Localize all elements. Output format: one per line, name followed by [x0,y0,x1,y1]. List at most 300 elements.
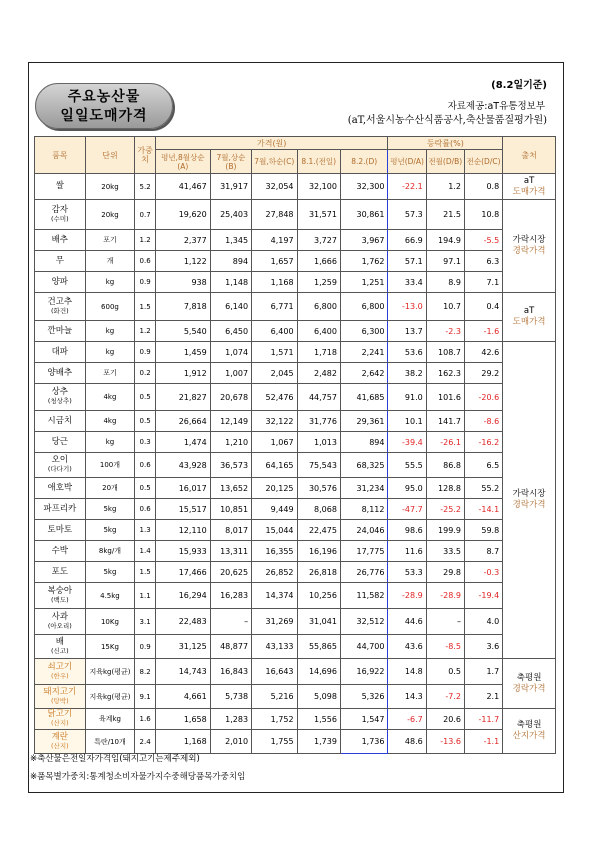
source-cell [503,174,556,200]
ratio-a: 66.9 [388,230,426,251]
price-d: 29,361 [340,411,388,432]
price-d: 32,300 [340,174,388,200]
price-avg-a: 16,294 [155,583,210,609]
price-c: 6,400 [252,321,297,342]
header-change-group: 등락률(%) [388,137,503,150]
title-line2: 일일도매가격 [60,108,148,124]
table-row [35,478,556,499]
source-price-type: 경락가격 [512,246,546,256]
price-c: 32,122 [252,411,297,432]
ratio-c: 1.7 [464,659,502,685]
price-d: 1,762 [340,251,388,272]
item-variety: (아오리) [47,621,72,630]
table-row [35,363,556,384]
item-weight: 1.2 [135,321,156,342]
item-name [35,174,86,200]
item-unit: 20kg [85,200,135,230]
table-row [35,583,556,609]
item-unit: 포기 [85,363,135,384]
ratio-c: -14.1 [464,499,502,520]
table-row [35,520,556,541]
price-avg-a: 22,483 [155,609,210,635]
price-b: 1,007 [210,363,251,384]
item-name [35,709,86,730]
item-weight: 0.6 [135,251,156,272]
footnote-livestock: ※축산물은전일자가격임(돼지고기는제주제외) [30,754,200,764]
price-d: 26,776 [340,562,388,583]
item-name [35,583,86,609]
ratio-b: -28.9 [426,583,464,609]
header-ratio-b: 전월(D/B) [426,150,464,174]
source-cell [503,342,556,659]
price-b: 8,017 [210,520,251,541]
item-unit: 4.5kg [85,583,135,609]
price-avg-a: 4,661 [155,685,210,709]
price-b: 6,450 [210,321,251,342]
item-name-text: 복숭아 [47,585,73,596]
ratio-b: -25.2 [426,499,464,520]
table-row [35,709,556,730]
ratio-c: -11.7 [464,709,502,730]
price-c: 2,045 [252,363,297,384]
ratio-c: 3.6 [464,635,502,659]
price-b: 48,877 [210,635,251,659]
price-prev-day: 31,571 [297,200,340,230]
source-price-type: 도매가격 [512,186,546,197]
ratio-b: 141.7 [426,411,464,432]
ratio-b: -8.5 [426,635,464,659]
ratio-b: -13.6 [426,730,464,754]
price-prev-day: 16,196 [297,541,340,562]
item-weight: 0.5 [135,478,156,499]
source-cell [503,293,556,342]
source-cell [503,200,556,293]
item-unit: 20kg [85,174,135,200]
price-prev-day: 10,256 [297,583,340,609]
price-c: 1,571 [252,342,297,363]
ratio-c: -8.6 [464,411,502,432]
item-name-text: 배추 [51,234,69,245]
price-c: 64,165 [252,453,297,478]
ratio-a: 14.3 [388,685,426,709]
item-name [35,363,86,384]
item-weight: 0.9 [135,272,156,293]
price-table [34,136,556,754]
price-b: 36,573 [210,453,251,478]
ratio-c: 2.1 [464,685,502,709]
source-org: 가락시장 [512,235,546,245]
ratio-b: 199.9 [426,520,464,541]
price-c: 26,852 [252,562,297,583]
price-c: 16,643 [252,659,297,685]
price-avg-a: 41,467 [155,174,210,200]
title-line1: 주요농산물 [67,89,141,105]
item-name-text: 쌀 [55,181,64,191]
ratio-a: 48.6 [388,730,426,754]
price-avg-a: 26,664 [155,411,210,432]
table-row [35,730,556,754]
price-table-body [35,174,556,754]
price-avg-a: 16,017 [155,478,210,499]
ratio-c: -16.2 [464,432,502,453]
price-avg-a: 5,540 [155,321,210,342]
item-name-text: 오이 [51,455,69,465]
item-name [35,730,86,754]
item-name [35,251,86,272]
price-prev-day: 30,576 [297,478,340,499]
item-weight: 9.1 [135,685,156,709]
item-variety: (백도) [51,595,69,604]
ratio-a: -13.0 [388,293,426,321]
item-variety: (다다기) [47,465,72,473]
item-name [35,520,86,541]
price-avg-a: 21,827 [155,384,210,411]
table-row [35,499,556,520]
item-name-text: 수박 [51,545,69,556]
table-row [35,411,556,432]
ratio-a: 53.6 [388,342,426,363]
price-c: 9,449 [252,499,297,520]
item-variety: (청상추) [47,397,72,405]
price-d: 11,582 [340,583,388,609]
item-unit: kg [85,432,135,453]
ratio-b: 33.5 [426,541,464,562]
item-name-text: 대파 [51,346,69,357]
item-weight: 5.2 [135,174,156,200]
ratio-a: 95.0 [388,478,426,499]
item-name-text: 파프리카 [43,503,77,514]
price-prev-day: 3,727 [297,230,340,251]
item-name-text: 깐마늘 [47,325,73,336]
source-org: 축평원 [516,720,542,730]
price-c: 27,848 [252,200,297,230]
price-c: 15,044 [252,520,297,541]
ratio-c: -0.3 [464,562,502,583]
ratio-c: 59.8 [464,520,502,541]
item-weight: 0.6 [135,499,156,520]
price-c: 1,657 [252,251,297,272]
ratio-b: -7.2 [426,685,464,709]
price-prev-day: 5,098 [297,685,340,709]
ratio-a: -6.7 [388,709,426,730]
header-d: 8.2.(D) [340,150,388,174]
ratio-a: 11.6 [388,541,426,562]
ratio-a: 33.4 [388,272,426,293]
item-name-text: 건고추 [47,296,73,307]
price-d: 5,326 [340,685,388,709]
price-d: 6,300 [340,321,388,342]
item-unit: 4kg [85,384,135,411]
price-prev-day: 75,543 [297,453,340,478]
item-variety: (화건) [51,306,69,315]
item-weight: 0.2 [135,363,156,384]
price-d: 894 [340,432,388,453]
data-source-line2: (aT,서울시농수산식품공사,축산물품질평가원) [347,115,547,126]
ratio-c: 6.5 [464,453,502,478]
header-b: 7월,상순(B) [210,150,251,174]
item-unit: 8kg/개 [85,541,135,562]
price-b: 1,210 [210,432,251,453]
table-row [35,685,556,709]
ratio-b: 194.9 [426,230,464,251]
price-prev-day: 8,068 [297,499,340,520]
ratio-c: 55.2 [464,478,502,499]
ratio-c: 42.6 [464,342,502,363]
price-prev-day: 22,475 [297,520,340,541]
price-b: 12,149 [210,411,251,432]
item-name-text: 돼지고기 [43,686,77,697]
price-avg-a: 1,658 [155,709,210,730]
source-org: aT [523,306,535,316]
ratio-b: 162.3 [426,363,464,384]
header-ratio-a: 평년(D/A) [388,150,426,174]
footnote-weights: ※품목별가중치:통계청소비자물가지수중해당품목가중치임 [30,772,246,782]
price-c: 52,476 [252,384,297,411]
data-source-line1: 자료제공:aT유통정보부 [447,101,545,112]
price-d: 44,700 [340,635,388,659]
price-c: 1,168 [252,272,297,293]
price-c: 5,216 [252,685,297,709]
item-unit: 지육kg(평균) [85,659,135,685]
price-avg-a: 1,474 [155,432,210,453]
item-name [35,609,86,635]
item-weight: 1.2 [135,230,156,251]
item-weight: 0.7 [135,200,156,230]
price-prev-day: 31,776 [297,411,340,432]
price-avg-a: 19,620 [155,200,210,230]
price-c: 32,054 [252,174,297,200]
item-weight: 1.5 [135,562,156,583]
item-unit: 육계kg [85,709,135,730]
item-weight: 1.6 [135,709,156,730]
price-b: 1,074 [210,342,251,363]
item-variety: (탕박) [51,696,69,705]
table-row [35,251,556,272]
item-weight: 1.4 [135,541,156,562]
table-row [35,272,556,293]
price-d: 31,234 [340,478,388,499]
price-prev-day: 1,259 [297,272,340,293]
price-c: 4,197 [252,230,297,251]
price-avg-a: 938 [155,272,210,293]
price-avg-a: 1,459 [155,342,210,363]
price-c: 14,374 [252,583,297,609]
item-name-text: 쇠고기 [47,661,73,672]
ratio-a: -22.1 [388,174,426,200]
ratio-c: -1.1 [464,730,502,754]
item-weight: 8.2 [135,659,156,685]
item-unit: kg [85,272,135,293]
price-d: 8,112 [340,499,388,520]
ratio-b: 108.7 [426,342,464,363]
price-prev-day: 1,718 [297,342,340,363]
ratio-a: 55.5 [388,453,426,478]
price-prev-day: 44,757 [297,384,340,411]
ratio-c: -19.4 [464,583,502,609]
ratio-c: 8.7 [464,541,502,562]
item-name-text: 닭고기 [47,709,73,719]
ratio-b: 128.8 [426,478,464,499]
price-prev-day: 1,556 [297,709,340,730]
item-name-text: 시금치 [47,415,73,426]
source-cell [503,659,556,709]
table-row [35,321,556,342]
price-c: 31,269 [252,609,297,635]
source-price-type: 경락가격 [512,683,546,694]
item-name-text: 포도 [51,566,69,577]
table-row [35,659,556,685]
item-name-text: 당근 [51,436,69,447]
price-d: 41,685 [340,384,388,411]
header-price-group: 가격(원) [155,137,388,150]
price-b: 13,652 [210,478,251,499]
item-name [35,453,86,478]
item-unit: 개 [85,251,135,272]
price-b: 25,403 [210,200,251,230]
item-unit: kg [85,321,135,342]
price-d: 17,775 [340,541,388,562]
ratio-a: 57.3 [388,200,426,230]
table-row [35,293,556,321]
ratio-b: 29.8 [426,562,464,583]
price-avg-a: 15,933 [155,541,210,562]
price-avg-a: 2,377 [155,230,210,251]
price-avg-a: 14,743 [155,659,210,685]
price-prev-day: 32,100 [297,174,340,200]
price-b: 16,843 [210,659,251,685]
ratio-c: 29.2 [464,363,502,384]
reference-date: (8.2일기준) [491,80,547,91]
item-name [35,272,86,293]
ratio-c: 4.0 [464,609,502,635]
item-unit: 4kg [85,411,135,432]
item-unit: 600g [85,293,135,321]
price-b: 10,851 [210,499,251,520]
price-b: 31,917 [210,174,251,200]
item-name [35,293,86,321]
price-b: 13,311 [210,541,251,562]
ratio-a: 91.0 [388,384,426,411]
ratio-a: 38.2 [388,363,426,384]
item-unit: 100개 [85,453,135,478]
item-name [35,432,86,453]
item-name [35,562,86,583]
item-unit: 지육kg(평균) [85,685,135,709]
ratio-a: -28.9 [388,583,426,609]
price-d: 30,861 [340,200,388,230]
item-name-text: 배 [55,636,64,647]
item-name-text: 계란 [51,731,69,742]
price-prev-day: 1,666 [297,251,340,272]
price-b: 1,148 [210,272,251,293]
ratio-a: -39.4 [388,432,426,453]
item-name-text: 무 [55,255,64,266]
price-b: 16,283 [210,583,251,609]
ratio-b: 10.7 [426,293,464,321]
item-weight: 0.5 [135,384,156,411]
table-row [35,635,556,659]
header-avg-a: 평년,8월상순(A) [155,150,210,174]
table-row [35,200,556,230]
item-unit: 20개 [85,478,135,499]
price-b: 5,738 [210,685,251,709]
source-org: 축평원 [516,672,542,683]
ratio-c: 6.3 [464,251,502,272]
price-prev-day: 1,739 [297,730,340,754]
item-weight: 2.4 [135,730,156,754]
item-name-text: 토마토 [47,524,73,535]
item-unit: 5kg [85,499,135,520]
item-weight: 1.1 [135,583,156,609]
price-prev-day: 6,400 [297,321,340,342]
price-prev-day: 6,800 [297,293,340,321]
price-avg-a: 43,928 [155,453,210,478]
source-org: aT [523,175,535,186]
header-weight: 가중치 [135,137,156,174]
item-name-text: 양파 [51,276,69,287]
price-c: 1,067 [252,432,297,453]
item-name [35,384,86,411]
item-unit: 15Kg [85,635,135,659]
item-name [35,342,86,363]
price-prev-day: 26,818 [297,562,340,583]
header-prev-day: 8.1.(전일) [297,150,340,174]
item-unit: kg [85,342,135,363]
table-row [35,432,556,453]
item-name [35,200,86,230]
price-b: – [210,609,251,635]
item-variety: (수미) [51,214,69,223]
item-unit: 포기 [85,230,135,251]
item-variety: (산지) [51,741,69,750]
item-variety: (한우) [51,671,69,680]
price-d: 2,241 [340,342,388,363]
item-name-text: 애호박 [47,482,73,493]
item-name-text: 사과 [51,611,69,622]
price-b: 1,283 [210,709,251,730]
item-name-text: 상추 [51,387,69,397]
price-d: 6,800 [340,293,388,321]
ratio-a: 14.8 [388,659,426,685]
ratio-a: 13.7 [388,321,426,342]
price-b: 6,140 [210,293,251,321]
item-name [35,321,86,342]
item-name [35,499,86,520]
ratio-a: 44.6 [388,609,426,635]
item-name [35,659,86,685]
ratio-b: 20.6 [426,709,464,730]
price-b: 20,678 [210,384,251,411]
ratio-b: 0.5 [426,659,464,685]
ratio-a: 57.1 [388,251,426,272]
ratio-c: -5.5 [464,230,502,251]
price-c: 20,125 [252,478,297,499]
item-weight: 0.9 [135,342,156,363]
item-name [35,685,86,709]
item-name-text: 양배추 [47,367,73,378]
table-row [35,342,556,363]
item-variety: (신고) [51,646,69,655]
ratio-b: 21.5 [426,200,464,230]
price-d: 24,046 [340,520,388,541]
price-d: 2,642 [340,363,388,384]
price-c: 1,755 [252,730,297,754]
ratio-c: 0.8 [464,174,502,200]
item-unit: 5kg [85,562,135,583]
ratio-a: 43.6 [388,635,426,659]
item-unit: 특란/10개 [85,730,135,754]
source-cell [503,709,556,754]
